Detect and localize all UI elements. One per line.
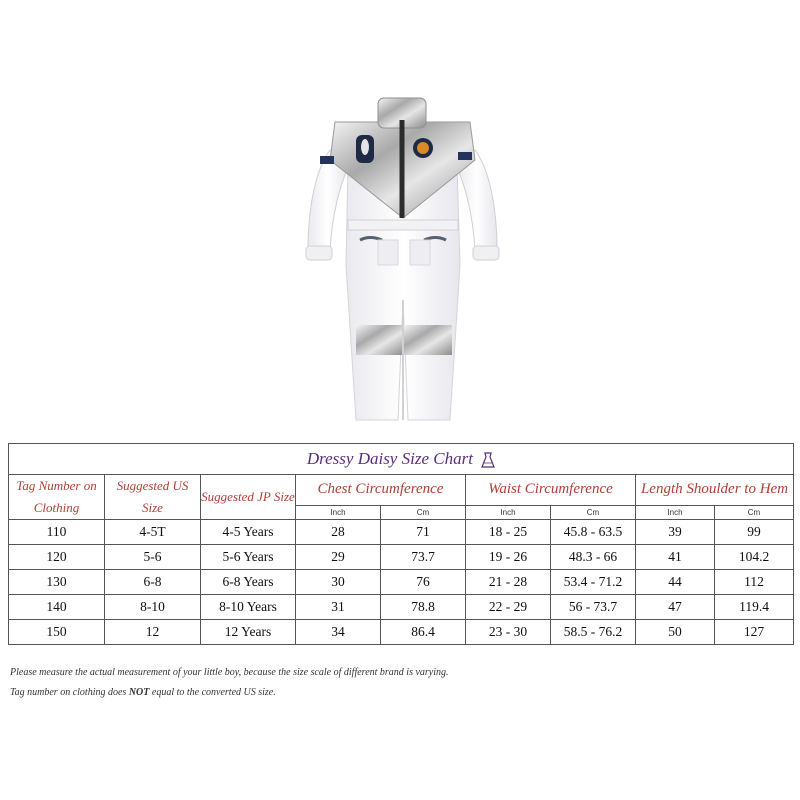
waist-cm-cell: 48.3 - 66 xyxy=(551,545,636,570)
header-us-size: Suggested US Size xyxy=(105,475,201,520)
chest-inch-cell: 31 xyxy=(296,595,381,620)
length-cm-cell: 112 xyxy=(715,570,794,595)
chest-cm-cell: 86.4 xyxy=(381,620,466,645)
jp-size-cell: 12 Years xyxy=(201,620,296,645)
length-inch-cell: 41 xyxy=(636,545,715,570)
tag-note-emphasis: NOT xyxy=(128,687,150,698)
chest-inch-cell: 28 xyxy=(296,520,381,545)
length-inch-cell: 50 xyxy=(636,620,715,645)
chest-cm-cell: 73.7 xyxy=(381,545,466,570)
table-row xyxy=(9,570,794,595)
unit-length-inch: Inch xyxy=(636,505,715,519)
table-row xyxy=(9,620,794,645)
length-inch-cell: 44 xyxy=(636,570,715,595)
tag-cell: 120 xyxy=(9,545,105,570)
us-size-cell: 5-6 xyxy=(105,545,201,570)
unit-waist-inch: Inch xyxy=(466,505,551,519)
size-chart-title-cell xyxy=(9,444,794,475)
tag-cell: 150 xyxy=(9,620,105,645)
length-cm-cell: 104.2 xyxy=(715,545,794,570)
unit-length-cm: Cm xyxy=(715,505,794,519)
waist-inch-cell: 19 - 26 xyxy=(466,545,551,570)
length-inch-cell: 47 xyxy=(636,595,715,620)
unit-chest-inch: Inch xyxy=(296,505,381,519)
unit-chest-cm: Cm xyxy=(381,505,466,519)
dress-icon xyxy=(481,452,495,468)
chest-cm-cell: 76 xyxy=(381,570,466,595)
chest-inch-cell: 29 xyxy=(296,545,381,570)
astronaut-costume-image xyxy=(290,90,515,435)
table-row xyxy=(9,520,794,545)
chest-inch-cell: 30 xyxy=(296,570,381,595)
jp-size-cell: 4-5 Years xyxy=(201,520,296,545)
length-cm-cell: 119.4 xyxy=(715,595,794,620)
tag-cell: 130 xyxy=(9,570,105,595)
jp-size-cell: 6-8 Years xyxy=(201,570,296,595)
waist-inch-cell: 21 - 28 xyxy=(466,570,551,595)
unit-waist-cm: Cm xyxy=(551,505,636,519)
waist-cm-cell: 45.8 - 63.5 xyxy=(551,520,636,545)
tag-cell: 140 xyxy=(9,595,105,620)
jp-size-cell: 5-6 Years xyxy=(201,545,296,570)
waist-inch-cell: 22 - 29 xyxy=(466,595,551,620)
length-inch-cell: 39 xyxy=(636,520,715,545)
us-size-cell: 4-5T xyxy=(105,520,201,545)
tag-number-note xyxy=(10,687,276,698)
header-jp-size: Suggested JP Size xyxy=(201,475,296,520)
length-cm-cell: 99 xyxy=(715,520,794,545)
header-waist: Waist Circumference xyxy=(466,475,636,506)
table-row xyxy=(9,545,794,570)
us-size-cell: 8-10 xyxy=(105,595,201,620)
chest-cm-cell: 71 xyxy=(381,520,466,545)
us-size-cell: 12 xyxy=(105,620,201,645)
header-tag-number: Tag Number on Clothing xyxy=(9,475,105,520)
waist-cm-cell: 58.5 - 76.2 xyxy=(551,620,636,645)
us-size-cell: 6-8 xyxy=(105,570,201,595)
tag-note-text-2: equal to the converted US size. xyxy=(149,687,276,698)
chest-cm-cell: 78.8 xyxy=(381,595,466,620)
waist-inch-cell: 18 - 25 xyxy=(466,520,551,545)
waist-cm-cell: 53.4 - 71.2 xyxy=(551,570,636,595)
tag-cell: 110 xyxy=(9,520,105,545)
waist-inch-cell: 23 - 30 xyxy=(466,620,551,645)
size-chart-table xyxy=(8,443,794,645)
waist-cm-cell: 56 - 73.7 xyxy=(551,595,636,620)
size-chart-title: Dressy Daisy Size Chart xyxy=(306,449,473,468)
table-row xyxy=(9,595,794,620)
tag-note-text-1: Tag number on clothing does xyxy=(10,687,129,698)
length-cm-cell: 127 xyxy=(715,620,794,645)
header-chest: Chest Circumference xyxy=(296,475,466,506)
measurement-note: Please measure the actual measurement of your little boy, because the size scale of different brand is varying. xyxy=(10,667,449,678)
chest-inch-cell: 34 xyxy=(296,620,381,645)
header-length: Length Shoulder to Hem xyxy=(636,475,794,506)
jp-size-cell: 8-10 Years xyxy=(201,595,296,620)
